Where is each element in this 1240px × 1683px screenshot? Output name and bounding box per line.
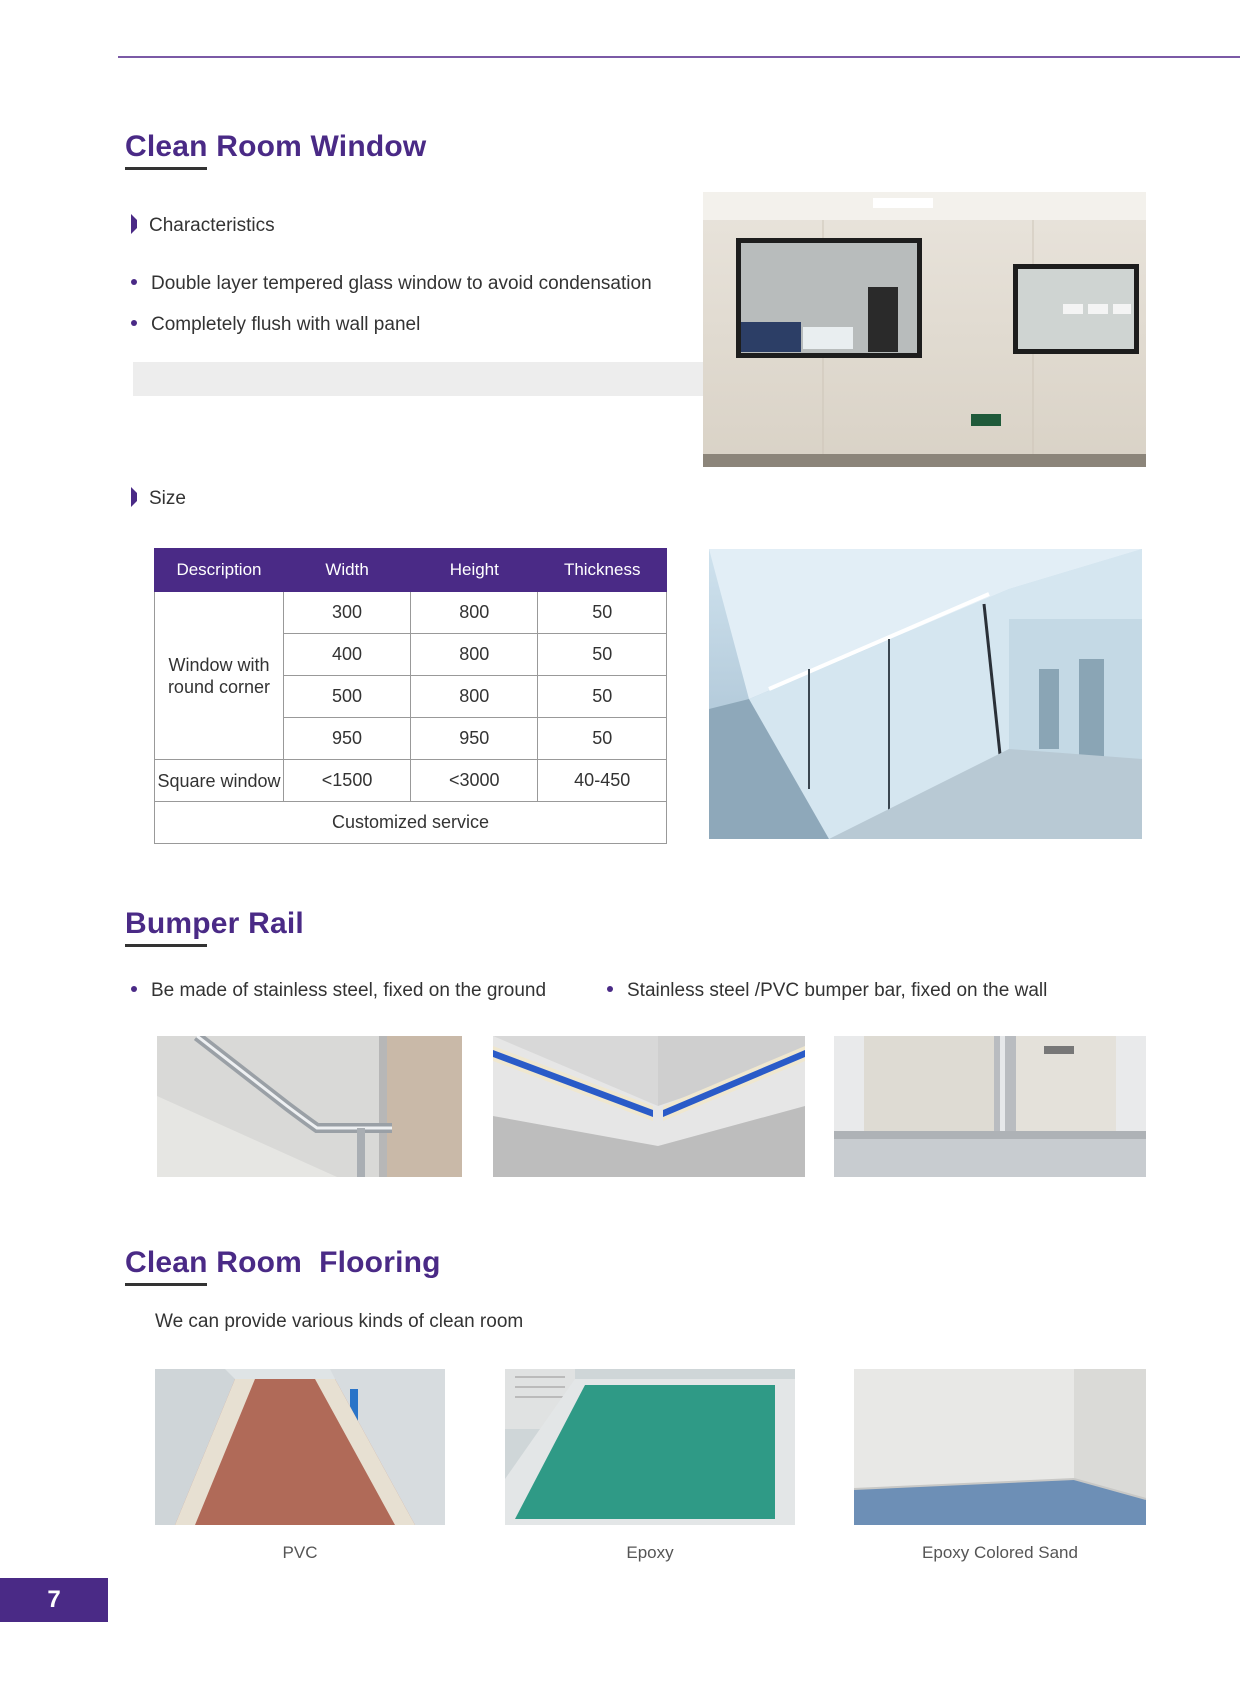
round-corner-label: Window with round corner <box>155 592 284 760</box>
heading-marker-icon <box>131 487 137 507</box>
table-cell: 40-450 <box>538 760 667 802</box>
caption-epoxy: Epoxy <box>626 1543 674 1562</box>
table-cell: 300 <box>283 592 410 634</box>
table-cell: 800 <box>411 676 538 718</box>
table-cell: <3000 <box>411 760 538 802</box>
grey-band <box>133 362 703 396</box>
window-bullet-2: Completely flush with wall panel <box>131 314 420 336</box>
table-cell: 50 <box>538 676 667 718</box>
table-cell: 800 <box>411 592 538 634</box>
table-cell: 50 <box>538 592 667 634</box>
table-row <box>155 802 667 844</box>
bumper-section-title: Bumper Rail <box>125 907 304 941</box>
caption-epoxy-colored-sand: Epoxy Colored Sand <box>922 1543 1078 1562</box>
square-window-label: Square window <box>155 760 284 802</box>
bumper-bullet-left: Be made of stainless steel, fixed on the ground <box>131 980 546 1002</box>
table-cell: 800 <box>411 634 538 676</box>
table-cell: 50 <box>538 634 667 676</box>
table-cell: 950 <box>411 718 538 760</box>
table-cell: 950 <box>283 718 410 760</box>
table-row <box>155 592 667 634</box>
table-row <box>155 760 667 802</box>
header-width: Width <box>283 549 410 592</box>
bullet-dot-icon <box>131 320 137 326</box>
header-description: Description <box>155 549 284 592</box>
heading-marker-icon <box>131 214 137 234</box>
bullet-dot-icon <box>131 279 137 285</box>
wall-bumper-bar-photo <box>834 1036 1146 1177</box>
window-wall-photo <box>703 192 1146 467</box>
page-number: 7 <box>0 1578 108 1622</box>
stainless-handrail-photo <box>157 1036 462 1177</box>
size-heading: Size <box>131 487 186 510</box>
epoxy-colored-sand-floor-photo <box>854 1369 1146 1525</box>
characteristics-heading: Characteristics <box>131 214 275 237</box>
pvc-floor-photo <box>155 1369 445 1525</box>
pvc-bumper-corner-photo <box>493 1036 805 1177</box>
caption-pvc: PVC <box>282 1543 318 1562</box>
table-cell: 500 <box>283 676 410 718</box>
window-section-title: Clean Room Window <box>125 130 426 164</box>
bullet-dot-icon <box>131 986 137 992</box>
table-header-row <box>155 549 667 592</box>
bullet-dot-icon <box>607 986 613 992</box>
customized-service-cell: Customized service <box>155 802 667 844</box>
flooring-section-title: Clean Room Flooring <box>125 1246 441 1280</box>
top-rule <box>118 56 1240 58</box>
header-height: Height <box>411 549 538 592</box>
size-table <box>154 548 667 844</box>
flooring-intro: We can provide various kinds of clean room <box>155 1311 524 1332</box>
table-cell: 50 <box>538 718 667 760</box>
glass-corridor-photo <box>709 549 1142 839</box>
table-cell: 400 <box>283 634 410 676</box>
header-thickness: Thickness <box>538 549 667 592</box>
window-bullet-1: Double layer tempered glass window to avoid condensation <box>131 273 652 295</box>
bumper-bullet-right: Stainless steel /PVC bumper bar, fixed on the wall <box>607 980 1047 1002</box>
epoxy-floor-photo <box>505 1369 795 1525</box>
table-cell: <1500 <box>283 760 410 802</box>
